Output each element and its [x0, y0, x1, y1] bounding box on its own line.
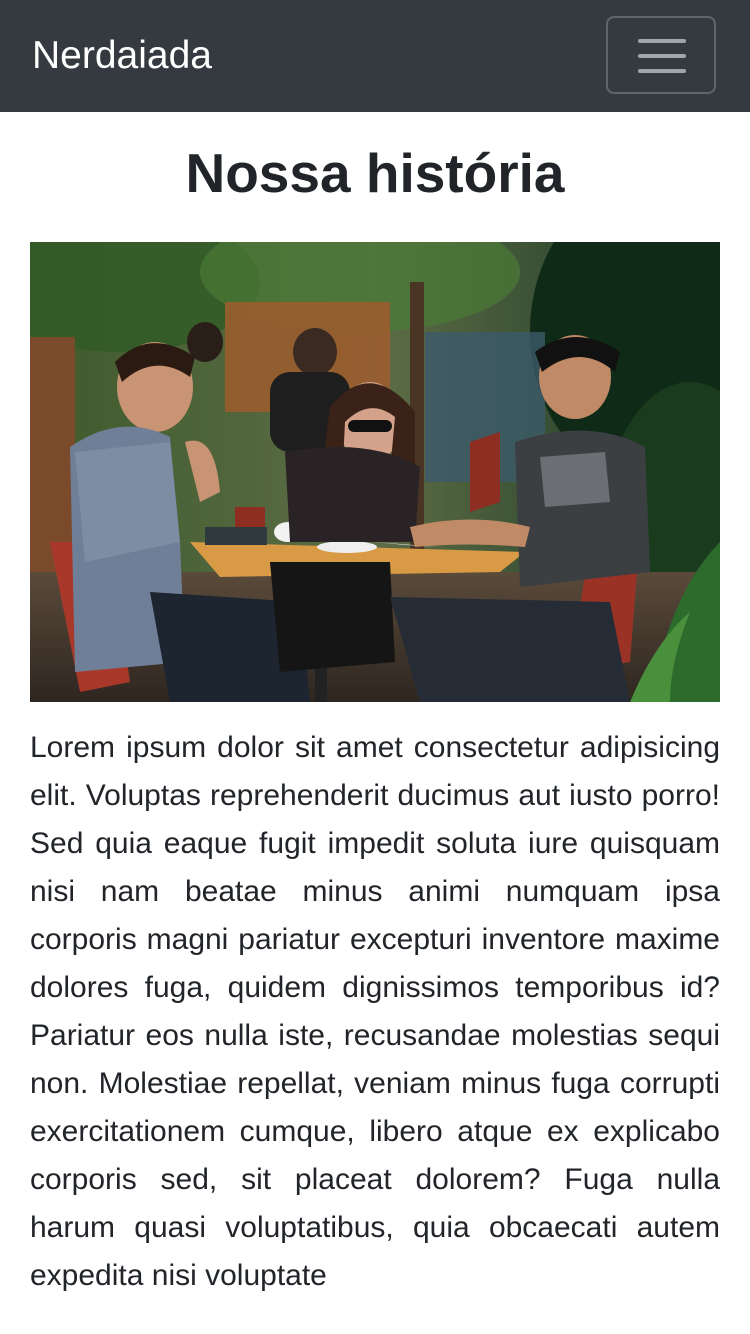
hero-image	[30, 242, 720, 702]
hamburger-menu-icon	[638, 38, 686, 74]
top-navbar	[0, 0, 750, 112]
story-paragraph: Lorem ipsum dolor sit amet consectetur adipisicing elit. Voluptas reprehenderit ducimus aut iusto porro! Sed quia eaque fugit impedit soluta iure quisquam nisi nam beatae minus animi numquam ipsa corporis magni pariatur excepturi inventore maxime dolores fuga, quidem dignissimos temporibus id? Pariatur eos nulla iste, recusandae molestias sequi non. Molestiae repellat, veniam minus fuga corrupti exercitationem cumque, libero atque ex explicabo corporis sed, sit placeat dolorem? Fuga nulla harum quasi voluptatibus, quia obcaecati autem expedita nisi voluptate	[30, 731, 720, 1292]
navbar-brand[interactable]: Nerdaiada	[32, 34, 212, 77]
page-title: Nossa história	[185, 142, 565, 204]
navbar-toggle-button[interactable]	[606, 16, 716, 94]
